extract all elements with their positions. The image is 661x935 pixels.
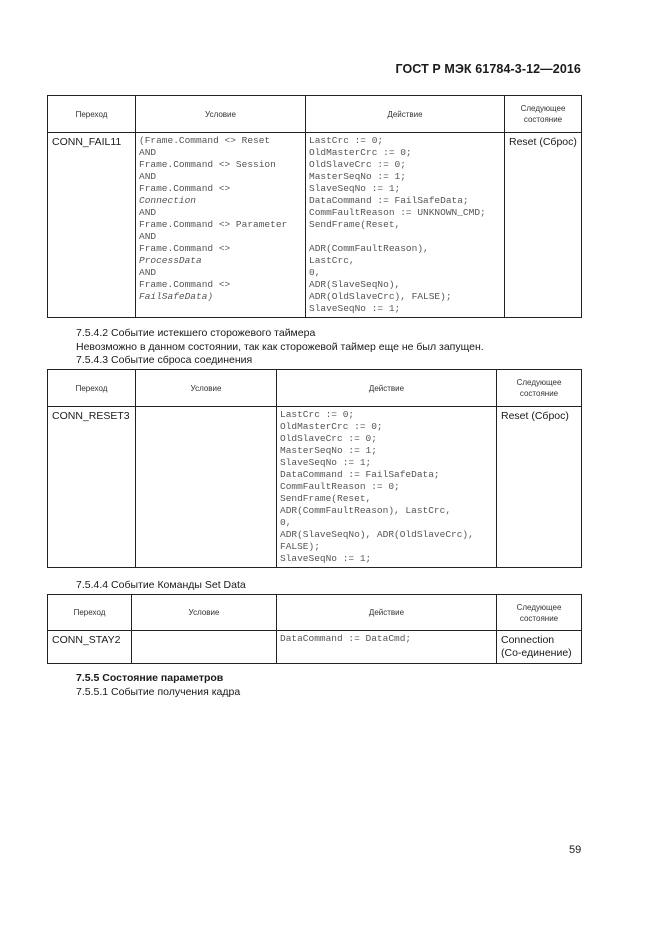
code-line: ADR(SlaveSeqNo), ADR(OldSlaveCrc), <box>280 529 474 540</box>
code-line: LastCrc := 0; <box>309 135 384 146</box>
code-line: AND <box>139 267 157 278</box>
code-line: ADR(SlaveSeqNo), <box>309 279 401 290</box>
col-header-action: Действие <box>277 595 497 631</box>
condition-cell <box>136 133 306 318</box>
code-line: ADR(OldSlaveCrc), FALSE); <box>309 291 452 302</box>
code-line: MasterSeqNo := 1; <box>309 171 406 182</box>
col-header-transition: Переход <box>48 370 136 407</box>
code-line: Frame.Command <> Session <box>139 159 276 170</box>
code-line: CommFaultReason := 0; <box>280 481 400 492</box>
code-line: Frame.Command <> <box>139 243 231 254</box>
code-line: SlaveSeqNo := 1; <box>280 457 372 468</box>
col-header-transition: Переход <box>48 595 132 631</box>
transition-table-stay2 <box>47 594 582 664</box>
code-line <box>309 231 501 243</box>
transition-name: CONN_STAY2 <box>48 631 132 664</box>
section-7544-title: 7.5.4.4 Событие Команды Set Data <box>76 579 246 591</box>
condition-cell <box>132 631 277 664</box>
document-id: ГОСТ Р МЭК 61784-3-12—2016 <box>395 62 581 76</box>
code-line: Frame.Command <> <box>139 279 231 290</box>
condition-cell <box>136 407 277 568</box>
col-header-action: Действие <box>277 370 497 407</box>
code-line: SendFrame(Reset, <box>280 493 372 504</box>
col-header-condition: Условие <box>132 595 277 631</box>
col-header-condition: Условие <box>136 96 306 133</box>
code-line: FALSE); <box>280 541 320 552</box>
page-number: 59 <box>569 844 582 856</box>
section-7542-text: Невозможно в данном состоянии, так как сторожевой таймер еще не был запущен. <box>76 341 484 353</box>
section-7542-title: 7.5.4.2 Событие истекшего сторожевого таймера <box>76 327 316 339</box>
code-line: Frame.Command <> <box>139 183 231 194</box>
action-cell <box>277 407 497 568</box>
code-line: SlaveSeqNo := 1; <box>309 303 401 314</box>
transition-name: CONN_FAIL11 <box>48 133 136 318</box>
code-line: DataCommand := FailSafeData; <box>280 469 440 480</box>
code-line: (Frame.Command <> Reset <box>139 135 271 146</box>
code-line: OldMasterCrc := 0; <box>309 147 412 158</box>
col-header-transition: Переход <box>48 96 136 133</box>
code-line: Frame.Command <> Parameter <box>139 219 288 230</box>
next-state: Connection (Со-единение) <box>497 631 582 664</box>
col-header-next-state: Следующее состояние <box>497 370 582 407</box>
col-header-action: Действие <box>306 96 505 133</box>
code-line: FailSafeData) <box>139 291 214 302</box>
section-7551-title: 7.5.5.1 Событие получения кадра <box>76 686 241 698</box>
code-line: ADR(CommFaultReason), <box>309 243 429 254</box>
section-755-title: 7.5.5 Состояние параметров <box>76 672 224 684</box>
code-line: LastCrc, <box>309 255 355 266</box>
section-7543-title: 7.5.4.3 Событие сброса соединения <box>76 354 253 366</box>
code-line: CommFaultReason := UNKNOWN_CMD; <box>309 207 486 218</box>
next-state: Reset (Сброс) <box>505 133 582 318</box>
code-line: SlaveSeqNo := 1; <box>280 553 372 564</box>
code-line: 0, <box>280 517 292 528</box>
code-line: AND <box>139 231 157 242</box>
transition-table-reset3 <box>47 369 582 568</box>
code-line: AND <box>139 171 157 182</box>
col-header-condition: Условие <box>136 370 277 407</box>
code-line: ADR(CommFaultReason), LastCrc, <box>280 505 452 516</box>
code-line: DataCommand := DataCmd; <box>280 633 412 644</box>
code-line: SendFrame(Reset, <box>309 219 401 230</box>
col-header-next-state: Следующее состояние <box>497 595 582 631</box>
action-cell <box>277 631 497 664</box>
code-line: ProcessData <box>139 255 202 266</box>
col-header-next-state: Следующее состояние <box>505 96 582 133</box>
code-line: Connection <box>139 195 197 206</box>
code-line: OldSlaveCrc := 0; <box>309 159 406 170</box>
code-line: OldSlaveCrc := 0; <box>280 433 377 444</box>
action-cell <box>306 133 505 318</box>
code-line: MasterSeqNo := 1; <box>280 445 377 456</box>
code-line: SlaveSeqNo := 1; <box>309 183 401 194</box>
code-line: AND <box>139 147 157 158</box>
code-line: 0, <box>309 267 321 278</box>
code-line: LastCrc := 0; <box>280 409 355 420</box>
code-line: AND <box>139 207 157 218</box>
code-line: OldMasterCrc := 0; <box>280 421 383 432</box>
next-state: Reset (Сброс) <box>497 407 582 568</box>
transition-name: CONN_RESET3 <box>48 407 136 568</box>
transition-table-fail11 <box>47 95 582 318</box>
code-line: DataCommand := FailSafeData; <box>309 195 469 206</box>
